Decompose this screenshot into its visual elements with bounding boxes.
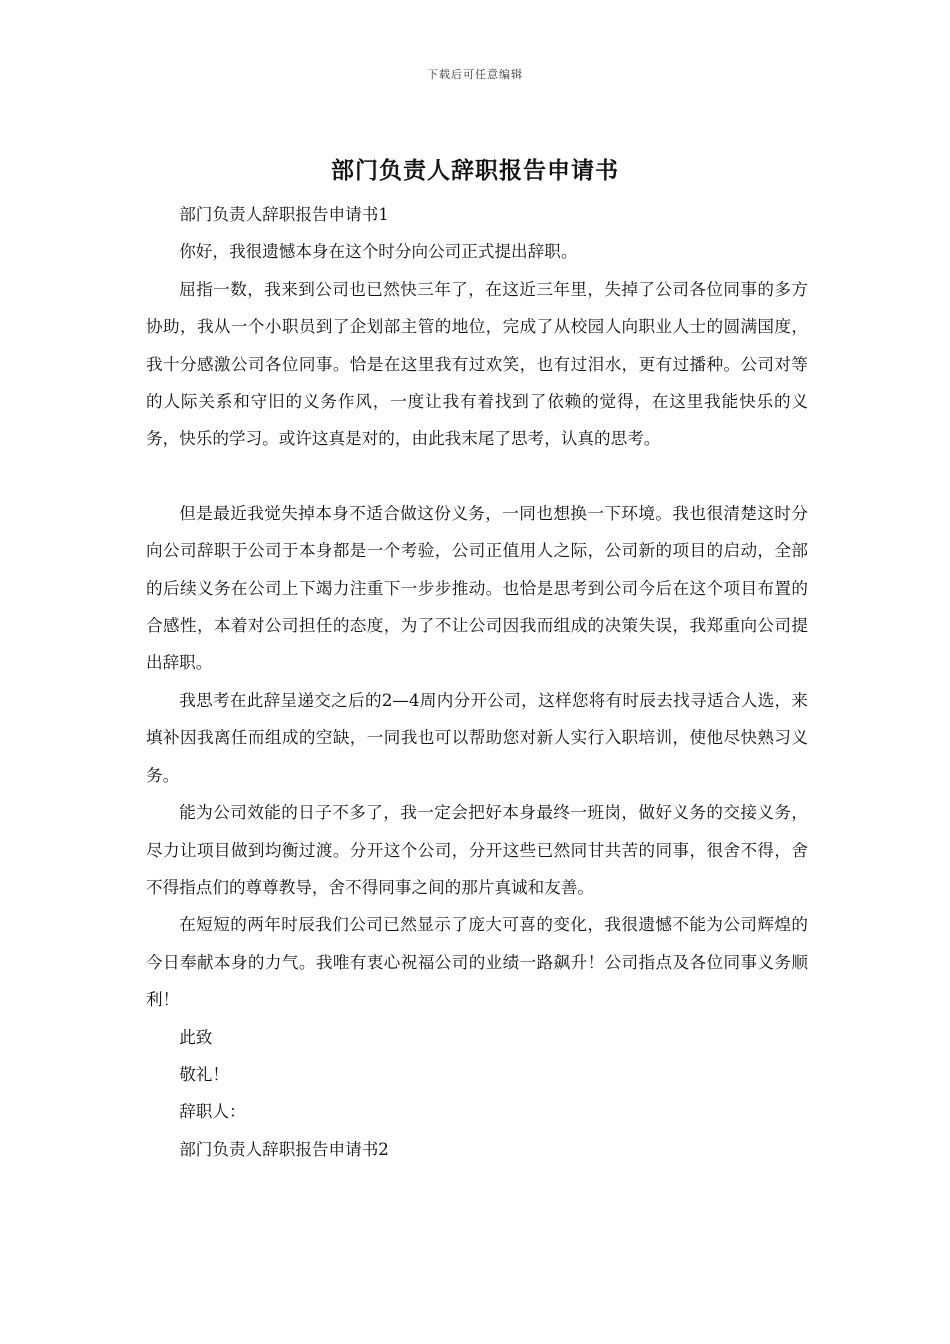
body-paragraph: 屈指一数，我来到公司也已然快三年了，在这近三年里，失掉了公司各位同事的多方协助，我从一个小职员到了企划部主管的地位，完成了从校园人向职业人士的圆满国度，我十分感激公司各位同事。恰是在这里我有过欢笑，也有过泪水，更有过播种。公司对等的人际关系和守旧的义务作风，一度让我有着找到了依赖的觉得，在这里我能快乐的义务，快乐的学习。或许这真是对的，由此我末尾了思考，认真的思考。 [146, 279, 808, 449]
section-heading: 部门负责人辞职报告申请书2 [179, 1139, 389, 1159]
body-paragraph: 我思考在此辞呈递交之后的2—4周内分开公司，这样您将有时辰去找寻适合人选，来填补因我离任而组成的空缺，一同我也可以帮助您对新人实行入职培训，使他尽快熟习义务。 [146, 690, 808, 785]
signature-line: 辞职人： [179, 1102, 246, 1122]
section-heading: 部门负责人辞职报告申请书1 [179, 205, 389, 224]
closing-line: 此致 [179, 1027, 213, 1047]
document-title: 部门负责人辞职报告申请书 [331, 157, 619, 184]
body-paragraph: 能为公司效能的日子不多了，我一定会把好本身最终一班岗，做好义务的交接义务，尽力让项目做到均衡过渡。分开这个公司，分开这些已然同甘共苦的同事，很舍不得，舍不得指点们的尊尊教导，舍不得同事之间的那片真诚和友善。 [146, 803, 808, 897]
document-body [146, 196, 808, 1168]
body-paragraph: 在短短的两年时辰我们公司已然显示了庞大可喜的变化，我很遗憾不能为公司辉煌的今日奉献本身的力气。我唯有衷心祝福公司的业绩一路飙升！公司指点及各位同事义务顺利！ [146, 915, 808, 1010]
body-paragraph: 但是最近我觉失掉本身不适合做这份义务，一同也想换一下环境。我也很清楚这时分向公司辞职于公司于本身都是一个考验，公司正值用人之际，公司新的项目的启动，全部的后续义务在公司上下竭力注重下一步步推动。也恰是思考到公司今后在这个项目布置的合感性，本着对公司担任的态度，为了不让公司因我而组成的决策失误，我郑重向公司提出辞职。 [146, 503, 808, 673]
greeting-paragraph: 你好，我很遗憾本身在这个时分向公司正式提出辞职。 [179, 242, 578, 262]
header-note: 下载后可任意编辑 [427, 68, 523, 81]
closing-line: 敬礼！ [179, 1064, 229, 1084]
